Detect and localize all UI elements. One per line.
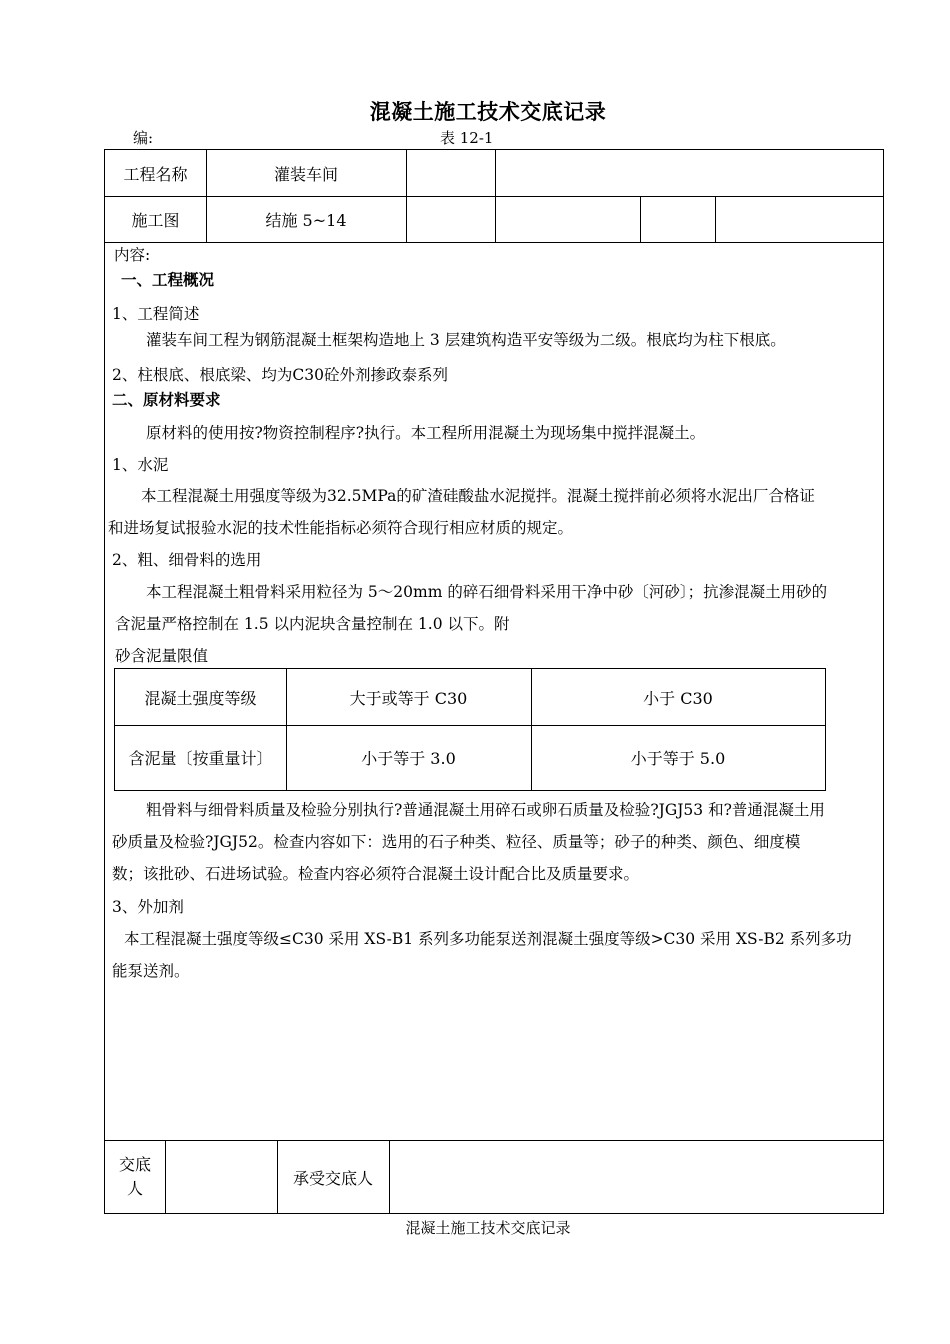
section-2-2-after-line1: 粗骨料与细骨料质量及检验分别执行?普通混凝土用碎石或卵石质量及检验?JGJ53 和?普通混凝土用: [146, 801, 825, 819]
mud-table-value-ge-c30: 小于等于 3.0: [361, 749, 456, 768]
section-1-1-heading: 1、工程简述: [112, 305, 200, 323]
section-2-3-heading: 3、外加剂: [112, 898, 184, 916]
column-divider: [495, 150, 496, 242]
mud-table-value-lt-c30: 小于等于 5.0: [630, 749, 726, 768]
project-name-value: 灌装车间: [273, 164, 338, 184]
content-label: 内容:: [114, 246, 151, 264]
editor-label: 编:: [133, 129, 154, 147]
section-2-2-line1: 本工程混凝土粗骨料采用粒径为 5～20mm 的碎石细骨料采用干净中砂〔河砂〕；抗渗混凝土用砂的: [146, 583, 828, 601]
mud-table-header-ge-c30: 大于或等于 C30: [349, 688, 468, 708]
section-2-2-line2: 含泥量严格控制在 1.5 以内泥块含量控制在 1.0 以下。附: [115, 615, 510, 633]
row-divider: [105, 1140, 883, 1141]
mud-table-row-label: 含泥量〔按重量计〕: [128, 749, 273, 768]
page-title: 混凝土施工技术交底记录: [369, 99, 607, 124]
column-divider: [715, 196, 716, 242]
drawing-value: 结施 5~14: [265, 210, 347, 230]
section-2-1-line1: 本工程混凝土用强度等级为32.5MPa的矿渣硅酸盐水泥搅拌。混凝土搅拌前必须将水泥出厂合格证: [141, 487, 815, 505]
section-2-heading: 二、原材料要求: [112, 390, 221, 409]
section-2-1-line2: 和进场复试报验水泥的技术性能指标必须符合现行相应材质的规定。: [108, 519, 574, 537]
column-divider: [165, 1140, 166, 1214]
section-2-intro: 原材料的使用按?物资控制程序?执行。本工程所用混凝土为现场集中搅拌混凝土。: [146, 424, 706, 442]
section-2-1-heading: 1、水泥: [112, 456, 169, 474]
drawing-label: 施工图: [131, 210, 180, 230]
handover-label-line2: 人: [126, 1179, 143, 1198]
column-divider: [640, 196, 641, 242]
receiver-label: 承受交底人: [292, 1168, 373, 1188]
row-divider: [105, 242, 883, 243]
form-number: 表 12-1: [440, 129, 494, 147]
section-1-2-text: 2、柱根底、根底梁、均为C30砼外剂掺政泰系列: [112, 366, 448, 384]
mud-content-table: [114, 668, 826, 791]
section-2-3-line2: 能泵送剂。: [112, 962, 190, 980]
section-2-3-line1: 本工程混凝土强度等级≤C30 采用 XS-B1 系列多功能泵送剂混凝土强度等级>C30 采用 XS-B2 系列多功: [124, 930, 852, 948]
handover-person-label: [105, 1140, 165, 1214]
handover-label-line1: 交底: [118, 1155, 151, 1174]
column-divider: [389, 1140, 390, 1214]
footer-caption: 混凝土施工技术交底记录: [405, 1219, 571, 1237]
mud-table-header-lt-c30: 小于 C30: [643, 688, 713, 708]
section-1-heading: 一、工程概况: [121, 270, 215, 289]
section-2-2-after-line3: 数；该批砂、石进场试验。检查内容必须符合混凝土设计配合比及质量要求。: [112, 865, 640, 883]
mud-table-header-grade: 混凝土强度等级: [144, 688, 257, 708]
column-divider: [406, 150, 407, 242]
section-2-2-after-line2: 砂质量及检验?JGJ52。检查内容如下：选用的石子种类、粒径、质量等；砂子的种类、颜色、细度模: [112, 833, 801, 851]
section-2-2-line3: 砂含泥量限值: [115, 647, 209, 665]
section-1-1-text: 灌装车间工程为钢筋混凝土框架构造地上 3 层建筑构造平安等级为二级。根底均为柱下根底。: [146, 331, 786, 349]
project-name-label: 工程名称: [123, 164, 188, 184]
section-2-2-heading: 2、粗、细骨料的选用: [112, 551, 262, 569]
